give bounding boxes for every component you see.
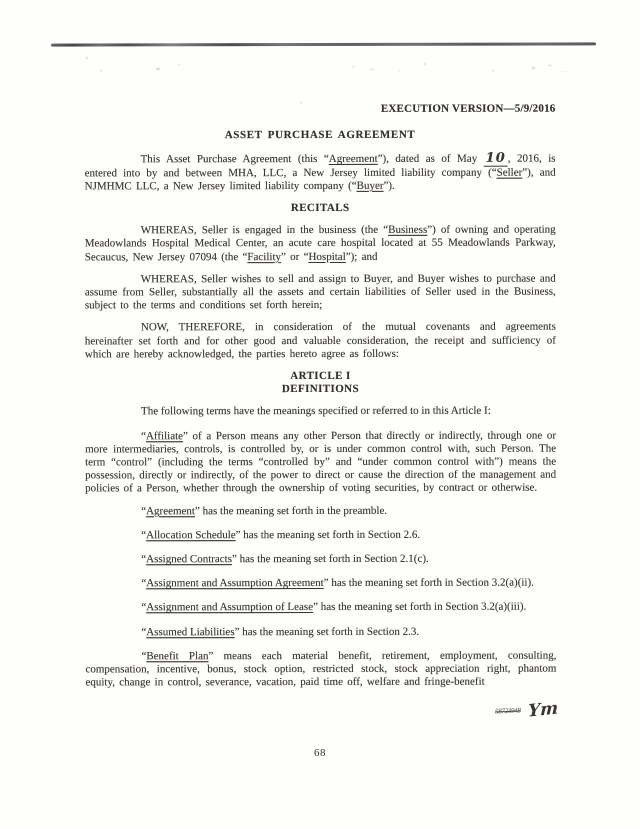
scan-speck [532,67,535,69]
scan-speck [424,63,426,65]
defined-term: Agreement [146,504,195,517]
defined-term: Seller [496,166,523,179]
execution-version-header: EXECUTION VERSION—5/9/2016 [380,102,556,115]
text-run: “ [141,553,147,566]
text-run: “ [141,625,147,639]
document-paragraphs [85,152,557,690]
paragraph [85,429,556,496]
defined-term: Benefit Plan [146,650,209,663]
text-run: ” of a Person means any other Person that directly or indirectly, through one or more intermediaries, controls, is controlled by, or is under common control with, such Person. The term “control” (including the terms “controlled by” and “under common control with”) means the possession, directly or indirectly, of the power to direct or cause the direction of the management and policies of a Person, whether through the ownership of voting securities, by contract or otherwise. [85,429,557,495]
section-heading [85,383,556,397]
definition-line [85,528,556,542]
handwritten-date: 10 [484,151,508,167]
section-heading [85,370,556,384]
text-run: RECITALS [290,201,350,215]
text-run: ” has the meaning set forth in Section 3.2(a)(ii). [323,576,534,590]
scan-speck [492,70,495,71]
defined-term: Facility [247,250,282,263]
paragraph [85,152,556,193]
paragraph [85,224,556,264]
definition-line [85,601,556,615]
text-run: ” means each material benefit, retirement, employment, consulting, compensation, incentive, bonus, stock option, restricted stock, stock appreciation right, phantom equity, change in control, severance, vacation, paid time off, welfare and fringe-benefit [85,649,557,689]
text-run: “ [141,601,147,614]
scan-speck [352,66,355,67]
text-run: “ [141,577,147,590]
text-run: ”). [383,179,395,192]
text-run: WHEREAS, Seller is engaged in the business (the “ [140,224,389,237]
defined-term: Allocation Schedule [146,529,236,542]
definition-line [85,577,556,591]
text-run: ”), dated as of May [377,153,484,166]
text-run: ” has the meaning set forth in Section 3.2(a)(iii). [313,601,527,614]
scan-speck [398,70,400,71]
defined-term: Agreement [328,153,378,166]
defined-term: Assigned Contracts [146,553,233,566]
paragraph [85,272,556,312]
text-run: ” has the meaning set forth in Section 2.1(c). [232,552,429,566]
scan-speck [548,65,552,66]
paragraph [85,321,556,361]
document-body [84,103,556,699]
text-run: “ [141,429,146,442]
text-run: ” has the meaning set forth in Section 2.6. [235,528,421,542]
page-number: 68 [314,747,326,759]
paragraph [85,649,556,689]
handwritten-initials: Ym [527,698,559,722]
scan-artifact-line [51,42,596,46]
text-run: ” or “ [281,250,309,263]
text-run: WHEREAS, Seller wishes to sell and assign to Buyer, and Buyer wishes to purchase and assume from Seller, substantially all the assets and certain liabilities of Seller used in the Business, subject to the terms and conditions set forth herein; [84,272,556,312]
text-run: The following terms have the meanings specified or referred to in this Article I: [141,405,491,418]
section-heading [85,202,556,216]
definition-line [85,625,556,639]
text-run: , 2016, is entered into by and between MHA, LLC, a New Jersey limited liability company (“ [84,152,556,180]
text-run: DEFINITIONS [281,383,360,396]
scan-noise-scribble: ... [559,67,568,75]
document-title: ASSET PURCHASE AGREEMENT [224,129,416,142]
scan-speck [156,68,160,70]
scan-speck [86,57,88,59]
defined-term: Affiliate [145,429,184,442]
definition-line [85,504,556,518]
defined-term: Assignment and Assumption Agreement [146,577,324,590]
defined-term: Buyer [356,179,384,192]
text-run: ARTICLE I [290,369,351,383]
doc-control-number: 58723948 [495,706,522,716]
scan-speck [100,70,103,71]
text-run: NOW, THEREFORE, in consideration of the mutual covenants and agreements hereinafter set forth and for other good and valuable consideration, the receipt and sufficiency of which are hereby acknowledged, the parties hereto agree as follows: [84,321,556,361]
definition-line [85,405,556,419]
scan-speck [370,69,374,70]
text-run: ”); and [345,250,378,263]
text-run: ” has the meaning set forth in Section 2.3. [234,625,420,638]
text-run: “ [141,529,147,542]
scan-speck [178,64,180,65]
text-run: ” has the meaning set forth in the preamble. [194,504,388,517]
text-run: “ [141,504,147,517]
definition-line [85,553,556,567]
defined-term: Assignment and Assumption of Lease [146,601,314,614]
defined-term: Business [388,224,428,237]
defined-term: Assumed Liabilities [146,625,235,638]
text-run: ”), and NJMHMC LLC, a New Jersey limited liability company (“ [84,166,556,193]
text-run: ”) of owning and operating Meadowlands Hospital Medical Center, an acute care hospital located at 55 Meadowlands Parkway, Secaucus, New Jersey 07094 (the “ [84,223,556,264]
text-run: This Asset Purchase Agreement (this “ [140,153,329,166]
text-run: “ [141,650,147,663]
defined-term: Hospital [308,250,346,263]
footer-marks [495,700,558,720]
